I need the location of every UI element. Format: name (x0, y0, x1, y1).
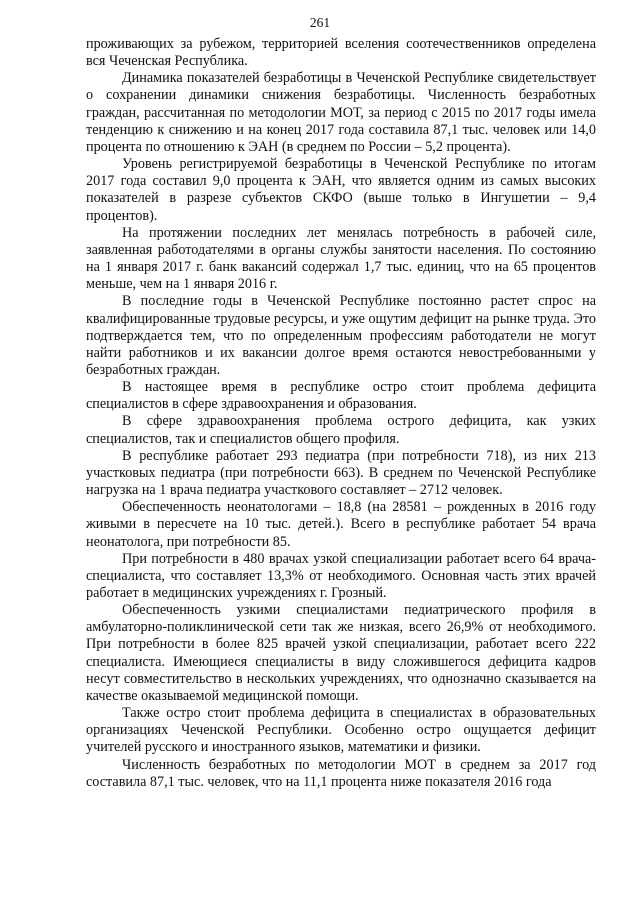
paragraph-ilo-unemployment: Численность безработных по методологии МОТ в среднем за 2017 год составила 87,1 тыс. человек, что на 11,1 процента ниже показателя 2016 года (86, 756, 596, 790)
paragraph-neonatologists: Обеспеченность неонатологами – 18,8 (на 28581 – рожденных в 2016 году живыми в пересчете на 10 тыс. детей.). Всего в республике работает 54 врача неонатолога, при потребности 85. (86, 499, 596, 550)
paragraph-specialist-shortage: В настоящее время в республике остро стоит проблема дефицита специалистов в сфере здравоохранения и образования. (86, 379, 596, 413)
paragraph-healthcare-shortage: В сфере здравоохранения проблема острого дефицита, как узких специалистов, так и специалистов общего профиля. (86, 413, 596, 447)
paragraph-narrow-specialists: При потребности в 480 врачах узкой специализации работает всего 64 врача-специалиста, что составляет 13,3% от необходимого. Основная часть этих врачей работает в медицинских учреждениях г. Грозный. (86, 550, 596, 601)
paragraph-registered-unemployment: Уровень регистрируемой безработицы в Чеченской Республике по итогам 2017 года составил 9,0 процента к ЭАН, что является одним из самых высоких показателей в разрезе субъектов СКФО (выше только в Ингушетии – 9,4 процентов). (86, 156, 596, 224)
paragraph-continuation: проживающих за рубежом, территорией вселения соотечественников определена вся Чеченская Республика. (86, 36, 596, 70)
page-number: 261 (309, 15, 331, 30)
document-body (86, 36, 596, 791)
paragraph-labor-demand: На протяжении последних лет менялась потребность в рабочей силе, заявленная работодателями в органы службы занятости населения. По состоянию на 1 января 2017 г. банк вакансий содержал 1,7 тыс. единиц, что на 65 процентов меньше, чем на 1 января 2016 г. (86, 224, 596, 293)
paragraph-qualified-workforce: В последние годы в Чеченской Республике постоянно растет спрос на квалифицированные трудовые ресурсы, и уже ощутим дефицит на рынке труда. Это подтверждается тем, что по определенным профессиям работодатели не могут найти работников и их вакансии долгое время остаются невостребованными у безработных граждан. (86, 293, 596, 378)
paragraph-education-shortage: Также остро стоит проблема дефицита в специалистах в образовательных организациях Чеченской Республики. Особенно остро ощущается дефицит учителей русского и иностранного языков, математики и физики. (86, 705, 596, 756)
paragraph-unemployment-dynamics: Динамика показателей безработицы в Чеченской Республике свидетельствует о сохранении динамики снижения безработицы. Численность безработных граждан, рассчитанная по методологии МОТ, за период с 2015 по 2017 годы имела тенденцию к снижению и на конец 2017 года составила 87,1 тыс. человек или 14,0 процента по отношению к ЭАН (в среднем по России – 5,2 процента). (86, 70, 596, 155)
paragraph-pediatricians: В республике работает 293 педиатра (при потребности 718), из них 213 участковых педиатра (при потребности 663). В среднем по Чеченской Республике нагрузка на 1 врача педиатра участкового составляет – 2712 человек. (86, 447, 596, 499)
paragraph-pediatric-specialists: Обеспеченность узкими специалистами педиатрического профиля в амбулаторно-поликлинической сети так же низкая, всего 26,9% от необходимого. При потребности в более 825 врачей узкой специализации, работает всего 222 специалиста. Имеющиеся специалисты в виду сложившегося дефицита кадров несут совместительство в нескольких учреждениях, что однозначно сказывается на качестве оказываемой медицинской помощи. (86, 602, 596, 704)
